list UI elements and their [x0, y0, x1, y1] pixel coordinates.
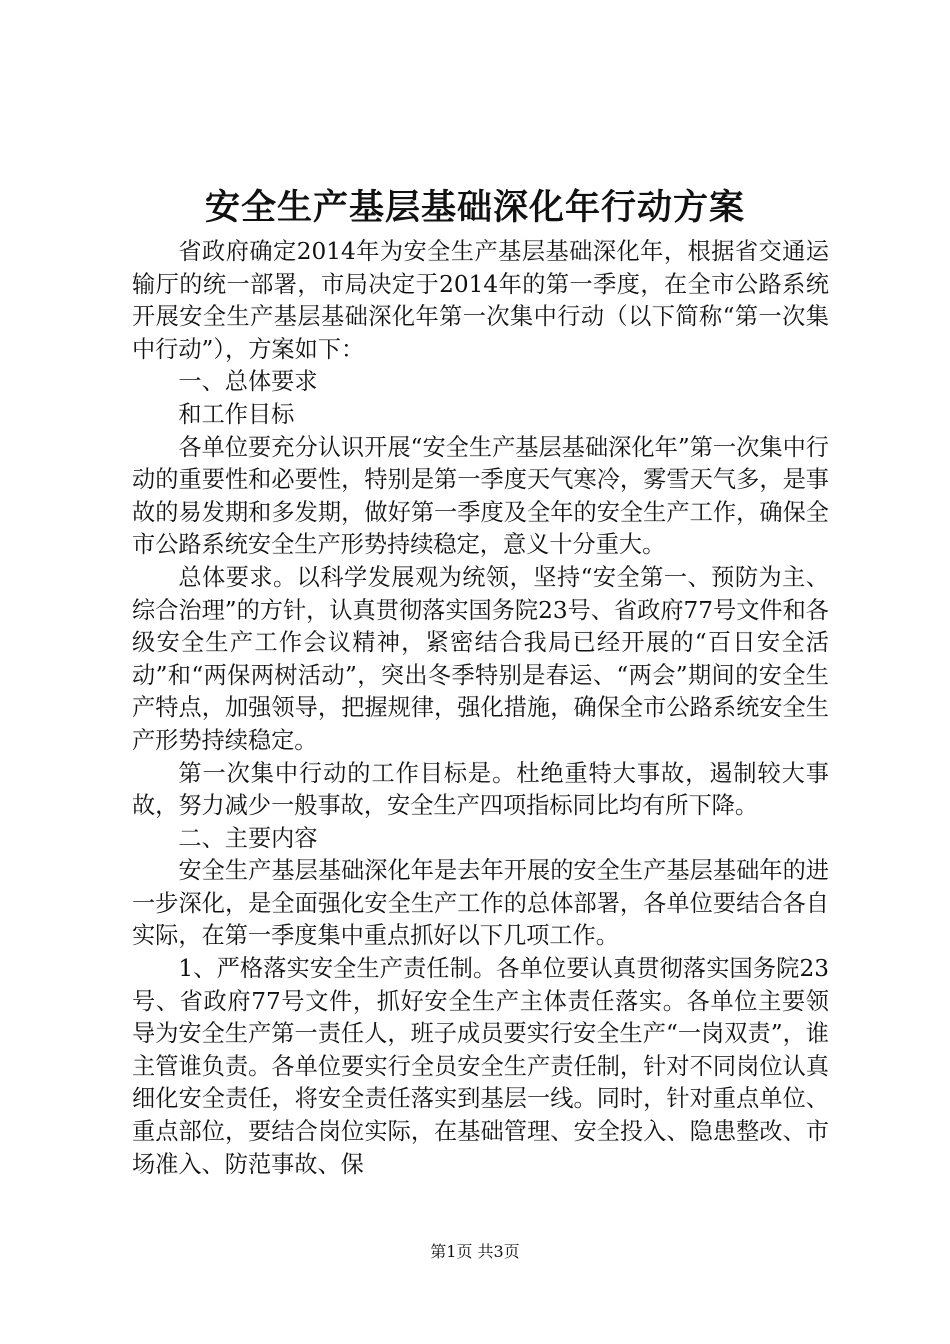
document-body [132, 236, 829, 1181]
section-heading-2: 二、主要内容 [178, 824, 318, 852]
section-heading-1: 一、总体要求 [178, 368, 318, 396]
section-heading-1-cont: 和工作目标 [178, 400, 295, 428]
page-footer: 第1页 共3页 [430, 1242, 520, 1261]
paragraph-main-content: 安全生产基层基础深化年是去年开展的安全生产基层基础年的进一步深化，是全面强化安全生产工作的总体部署，各单位要结合各自实际，在第一季度集中重点抓好以下几项工作。 [132, 857, 829, 950]
paragraph-item-1: 1、严格落实安全生产责任制。各单位要认真贯彻落实国务院23号、省政府77号文件，抓好安全生产主体责任落实。各单位主要领导为安全生产第一责任人，班子成员要实行安全生产“一岗双责”，谁主管谁负责。各单位要实行全员安全生产责任制，针对不同岗位认真细化安全责任，将安全责任落实到基层一线。同时，针对重点单位、重点部位，要结合岗位实际，在基础管理、安全投入、隐患整改、市场准入、防范事故、保 [132, 955, 829, 1178]
paragraph-intro: 省政府确定2014年为安全生产基层基础深化年，根据省交通运输厅的统一部署，市局决定于2014年的第一季度，在全市公路系统开展安全生产基层基础深化年第一次集中行动（以下简称“第一次集中行动”），方案如下： [132, 238, 829, 363]
paragraph-general-requirements: 总体要求。以科学发展观为统领，坚持“安全第一、预防为主、综合治理”的方针，认真贯彻落实国务院23号、省政府77号文件和各级安全生产工作会议精神，紧密结合我局已经开展的“百日安全活动”和“两保两树活动”，突出冬季特别是春运、“两会”期间的安全生产特点，加强领导，把握规律，强化措施，确保全市公路系统安全生产形势持续稳定。 [132, 563, 829, 754]
paragraph-goals: 第一次集中行动的工作目标是。杜绝重特大事故，遏制较大事故，努力减少一般事故，安全生产四项指标同比均有所下降。 [132, 759, 829, 820]
paragraph-importance: 各单位要充分认识开展“安全生产基层基础深化年”第一次集中行动的重要性和必要性，特别是第一季度天气寒冷，雾雪天气多，是事故的易发期和多发期，做好第一季度及全年的安全生产工作，确保全市公路系统安全生产形势持续稳定，意义十分重大。 [132, 433, 829, 559]
document-title: 安全生产基层基础深化年行动方案 [204, 188, 745, 228]
